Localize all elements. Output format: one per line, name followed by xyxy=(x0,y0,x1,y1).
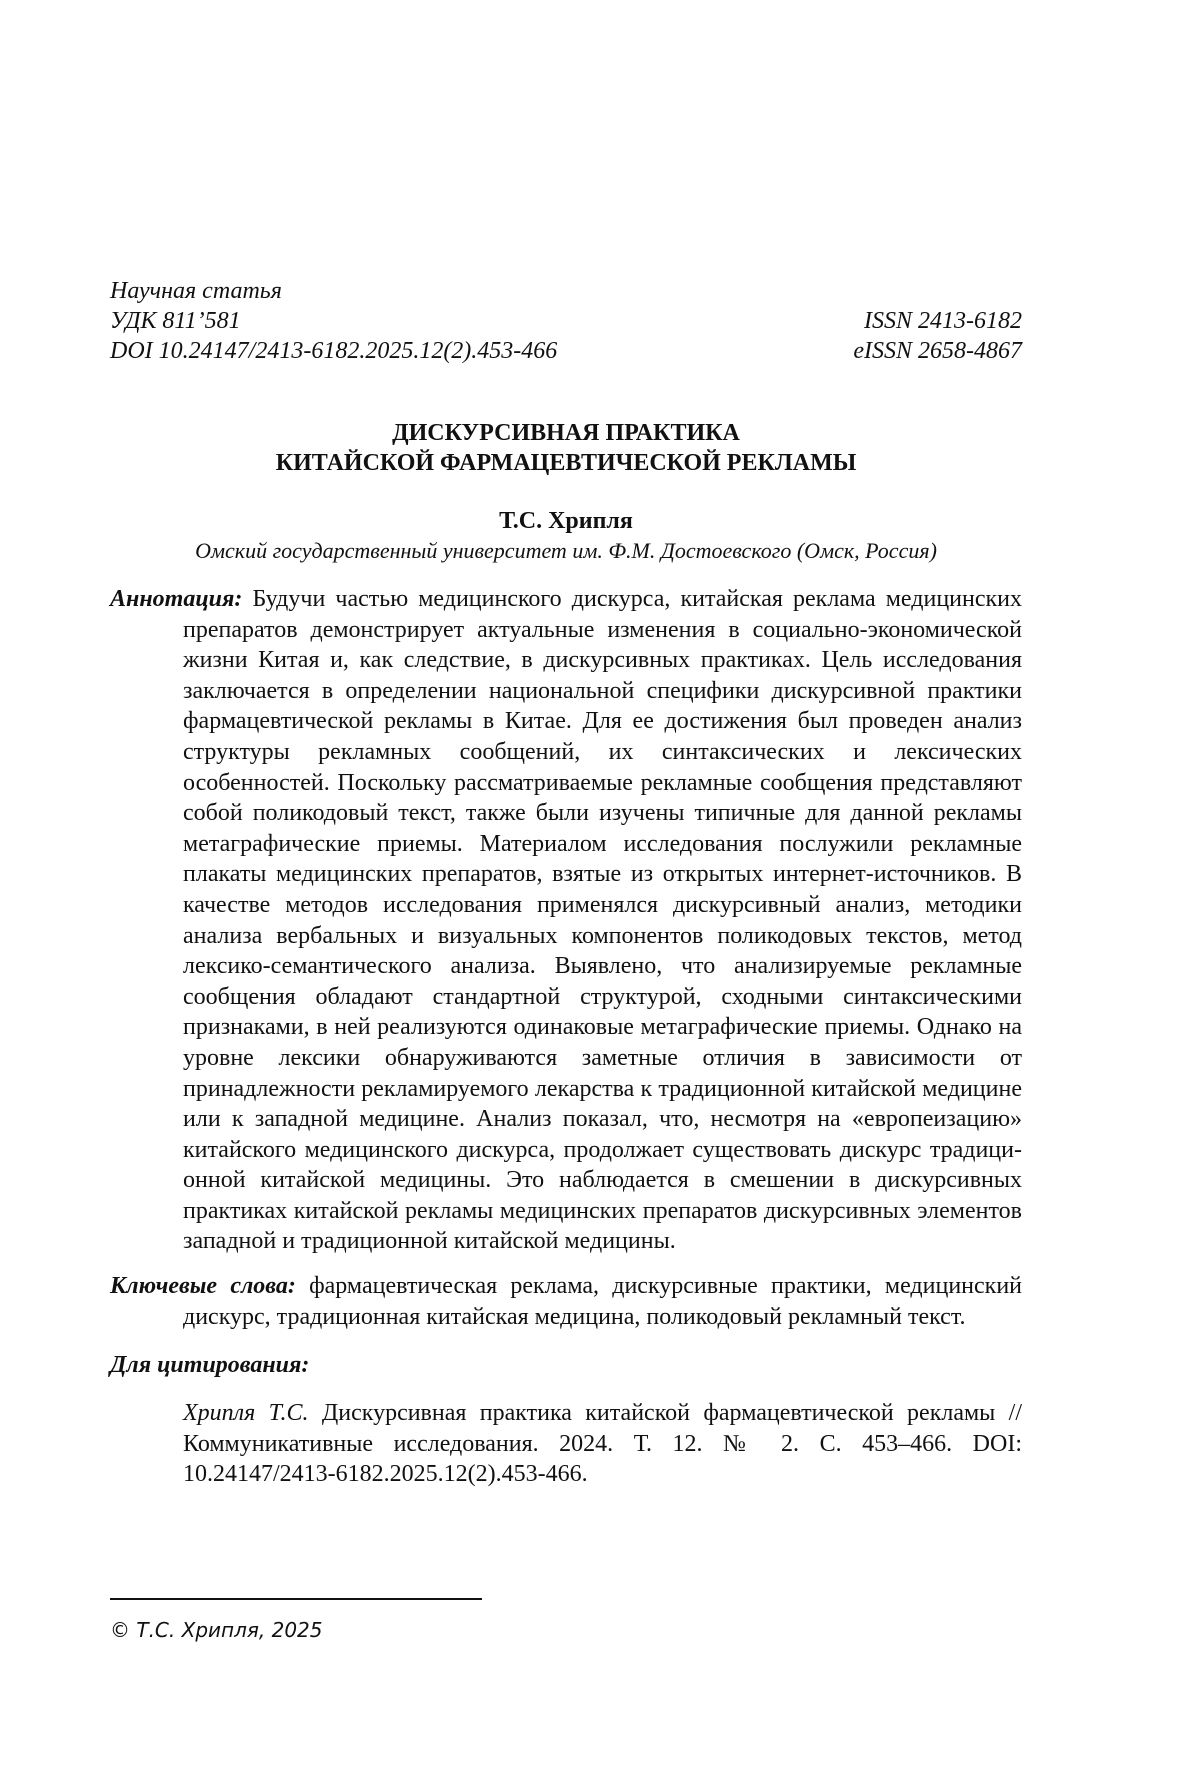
author-name: Т.С. Хрипля xyxy=(499,508,633,534)
keywords-text: фармацевтическая реклама, дискурсивные практики, медицинский дискурс, традиционная китайская медицина, поликодовый рекламный текст. xyxy=(183,1273,1023,1330)
footnote-divider xyxy=(110,1598,482,1600)
udc: УДК 811’581 xyxy=(110,308,241,334)
issn: ISSN 2413-6182 xyxy=(864,308,1022,334)
eissn: eISSN 2658-4867 xyxy=(853,338,1022,364)
annotation-text: Будучи частью медицинского дискурса, китайская реклама медицинских препаратов демонстрирует актуальные изменения в социально-экономической жизни Китая и, как следствие, в дискурсивных практиках. Цель исследования заключается в определении национальной специфики дискурсивной практики фармацевтической рекламы в Китае. Для ее достижения был проведен анализ структуры рекламных сообщений, их синтаксических и лексических особенностей. Поскольку рассматриваемые рекламные сообщения представляют собой поликодовый текст, также были изучены типичные для данной рекламы метаграфические приемы. Материалом исследования послужили рекламные плакаты медицинских препаратов, взятые из открытых интернет-источников. В качестве методов исследования применялся дискурсивный анализ, методики анализа вербальных и визуальных компонентов поликодовых текстов, метод лексико-семантического анализа. Выявлено, что анализируемые рекламные сообщения обладают стандартной структурой, сходными синтаксическими признаками, в ней реализуются одинаковые метаграфические приемы. Однако на уровне лексики обнаруживаются заметные отличия в зависимости от принадлежности рекламируемого лекарства к традиционной китайской медицине или к западной медицине. Анализ показал, что, несмотря на «европеизацию» китайского медицинского дискурса, продолжает существовать дискурс традиционной китайской медицины. Это наблюдается в смешении в дискурсивных практиках китайской рекламы медицинских препаратов дискурсивных элементов западной и традиционной китайской медицины. xyxy=(183,586,1023,1255)
citation-label: Для цитирования: xyxy=(110,1352,310,1379)
citation-text: Дискурсивная практика китайской фармацевтической рекламы // Коммуникативные исследования. 2024. Т. 12. № 2. С. 453–466. DOI: 10.24147/2413-6182.2025.12(2).453-466. xyxy=(183,1400,1023,1488)
keywords-section xyxy=(110,1271,1022,1332)
article-first-page xyxy=(110,276,1022,1490)
annotation-label: Аннотация: xyxy=(110,586,243,612)
udc-issn-row xyxy=(110,306,1022,336)
keywords-label: Ключевые слова: xyxy=(110,1273,296,1300)
title-line-2: КИТАЙСКОЙ ФАРМАЦЕВТИЧЕСКОЙ РЕКЛАМЫ xyxy=(275,450,857,476)
title-line-1: ДИСКУРСИВНАЯ ПРАКТИКА xyxy=(392,420,740,446)
doi-eissn-row xyxy=(110,336,1022,366)
citation-author: Хрипля Т.С. xyxy=(183,1400,309,1427)
citation-body xyxy=(110,1398,1022,1490)
author-affiliation: Омский государственный университет им. Ф.М. Достоевского (Омск, Россия) xyxy=(195,538,937,563)
annotation-section xyxy=(110,584,1022,1257)
doi[interactable]: DOI 10.24147/2413-6182.2025.12(2).453-466 xyxy=(110,338,558,364)
copyright-notice: © Т.С. Хрипля, 2025 xyxy=(110,1618,323,1642)
article-title xyxy=(110,418,1022,478)
article-type: Научная статья xyxy=(110,278,282,304)
